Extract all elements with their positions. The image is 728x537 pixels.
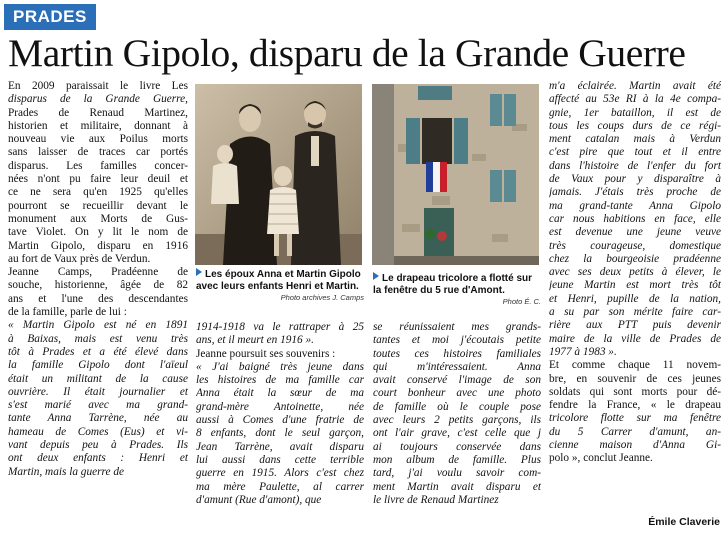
col1-line: Prades de Renaud Martinez,	[8, 106, 188, 119]
photo-caption-1	[196, 268, 364, 303]
section-kicker: PRADES	[4, 4, 96, 30]
col4-line: tous les coups durs de ce régi-	[549, 119, 721, 132]
col4-line: et Henri, pupille de la nation,	[549, 292, 721, 305]
col4-line: tricolore flotte sur ma fenêtre	[549, 412, 721, 425]
col4-line: a su par son mérite faire car-	[549, 306, 721, 319]
col4-line: maire de la ville de Prades de	[549, 332, 721, 345]
col2-line: ma mère Paulette, al carrer	[196, 480, 364, 493]
caption-bullet-icon	[373, 272, 379, 280]
col3-line: ont l'air grave, c'est celle que j	[373, 427, 541, 440]
col4-line: de Vaux pour y disparaître à	[549, 173, 721, 186]
caption-1-text: Les époux Anna et Martin Gipolo avec leurs enfants Henri et Martin.	[196, 269, 361, 292]
col2-line: Anna était la sœur de ma	[196, 387, 364, 400]
house-flag-photo	[372, 84, 539, 265]
col4-line: fendre la France, « le drapeau	[549, 399, 721, 412]
col1-line: était un militant de la cause	[8, 372, 188, 385]
col4-line: soldats qui sont morts pour dé-	[549, 385, 721, 398]
col3-line: le livre de Renaud Martinez	[373, 493, 499, 506]
col1-line: à Baixas, mais est venu très	[8, 332, 188, 345]
col2-line: Jeanne poursuit ses souvenirs :	[196, 347, 336, 360]
col1-line: souche, historienne, âgée de 82	[8, 279, 188, 292]
text-column-4	[549, 80, 721, 466]
col1-line: disparus de la Grande Guerre,	[8, 93, 188, 106]
photo-credit-2: Photo É. C.	[502, 297, 541, 306]
col4-line: gnie, 1er bataillon, il est de	[549, 106, 721, 119]
col4-line: jamais. J'étais très proche de	[549, 186, 721, 199]
col1-line: disparus. Les familles concer-	[8, 159, 188, 172]
col3-line: tard, j'ai voulu savoir com-	[373, 467, 541, 480]
col4-line: très courageuse, domestique	[549, 239, 721, 252]
col1-line: ans et l'une des descendantes	[8, 292, 188, 305]
col3-line: ai toujours conservée dans	[373, 440, 541, 453]
caption-2-text: Le drapeau tricolore a flotté sur la fenêtre du 5 rue d'Amont.	[373, 273, 533, 296]
col4-line: dans l'histoire de l'enfer du fort	[549, 159, 721, 172]
col2-line: grand-mère Antoinette, née	[196, 400, 364, 413]
col3-line: avait conservé l'image de son	[373, 374, 541, 387]
col4-line: m'a éclairée. Martin avait été	[549, 80, 721, 92]
col1-line: sans laisser de traces car portés	[8, 146, 188, 159]
col1-line: hameau de Comes (Eus) et vi-	[8, 425, 188, 438]
col4-line: ment catalan mais à Verdun	[549, 133, 721, 146]
col1-line: historien et militaire, donnant à	[8, 119, 188, 132]
col2-line: les histoires de ma famille car	[196, 374, 364, 387]
col1-line: tante Anna Tarrène, née au	[8, 412, 188, 425]
col3-line: tantes et moi j'écoutais petite	[373, 334, 541, 347]
col2-line: aussi à Comes d'une fratrie de	[196, 414, 364, 427]
col2-line: guerre en 1915. Alors c'est chez	[196, 467, 364, 480]
photo-credit-1: Photo archives J. Camps	[280, 293, 364, 302]
col4-line: cienne maison d'Anna Gi-	[549, 439, 721, 452]
col4-line: avec ses deux petits à élever, le	[549, 266, 721, 279]
col2-line: ans, et il meurt en 1916 ».	[196, 334, 314, 347]
col1-line: tôt à Prades et a été élevé dans	[8, 345, 188, 358]
col4-line: du 5 Carrer d'amunt, an-	[549, 425, 721, 438]
text-column-2	[196, 321, 364, 507]
col4-line: est devenue une jeune veuve	[549, 226, 721, 239]
col1-line: ont deux enfants : Henri et	[8, 452, 188, 465]
col4-line: affecté au 53e RI à la 4e compa-	[549, 93, 721, 106]
col1-line: nées n'ont pu faire leur deuil et	[8, 173, 188, 186]
col1-line: de la famille, parle de lui :	[8, 306, 127, 319]
col4-line: bre, en souvenir de ces jeunes	[549, 372, 721, 385]
col4-line: jeune Martin est mort très tôt	[549, 279, 721, 292]
col2-line: Jean Tarrène, avait disparu	[196, 440, 364, 453]
col1-line: pourront se recueillir devant le	[8, 199, 188, 212]
col4-line: Et comme chaque 11 novem-	[549, 359, 721, 372]
col3-line: qui m'intéressaient. Anna	[373, 360, 541, 373]
col1-line: En 2009 paraissait le livre Les	[8, 80, 188, 92]
col1-line: tave Violet. On y lit le nom de	[8, 226, 188, 239]
col3-line: ment Martin avait disparu et	[373, 480, 541, 493]
caption-bullet-icon	[196, 268, 202, 276]
col4-line: chez la bourgeoisie pradéenne	[549, 252, 721, 265]
col3-line: court bonheur avec une photo	[373, 387, 541, 400]
col4-line: car nous habitions en face, elle	[549, 212, 721, 225]
col1-line: Martin, mais la guerre de	[8, 465, 124, 478]
col4-line: ma grand-tante Anna Gipolo	[549, 199, 721, 212]
author-signature: Émile Claverie	[648, 516, 720, 528]
col1-line: nouveau vie aux Poilus morts	[8, 133, 188, 146]
col1-line: Jeanne Camps, Pradéenne de	[8, 266, 188, 279]
col1-line: la famille Gipolo dont l'aïeul	[8, 359, 188, 372]
family-portrait-photo	[195, 84, 362, 265]
col2-line: lui aussi dans cette terrible	[196, 453, 364, 466]
col3-line: avec leurs 2 petits garçons, ils	[373, 414, 541, 427]
col1-line: au fort de Vaux près de Verdun.	[8, 252, 151, 265]
col3-line: toutes ces histoires familiales	[373, 347, 541, 360]
col1-line: Martin Gipolo, disparu en 1916	[8, 239, 188, 252]
col1-line: ce ne sera qu'en 1925 qu'elles	[8, 186, 188, 199]
photo-caption-2	[373, 272, 541, 307]
col2-line: d'amunt (Rue d'amont), que	[196, 493, 322, 506]
col4-line: rière aux PTT puis devenir	[549, 319, 721, 332]
col4-line: 1977 à 1983 ».	[549, 345, 617, 358]
col1-line: vant depuis peu à Prades. Ils	[8, 439, 188, 452]
article-headline: Martin Gipolo, disparu de la Grande Guerre	[8, 31, 686, 75]
col2-line: « J'ai baigné très jeune dans	[196, 360, 364, 373]
col4-line: c'est pire que tout et il entre	[549, 146, 721, 159]
col4-line: polo », conclut Jeanne.	[549, 452, 653, 465]
col1-line: monument aux Morts de Gus-	[8, 212, 188, 225]
col2-line: 1914-1918 va le rattraper à 25	[196, 321, 364, 333]
col1-line: « Martin Gipolo est né en 1891	[8, 319, 188, 332]
col2-line: 8 enfants, dont le seul garçon,	[196, 427, 364, 440]
text-column-3	[373, 321, 541, 507]
text-column-1	[8, 80, 188, 479]
col3-line: mon album de famille. Plus	[373, 453, 541, 466]
col3-line: se réunissaient mes grands-	[373, 321, 541, 333]
col1-line: s'est marié avec ma grand-	[8, 399, 188, 412]
col1-line: ouvrière. Il était journalier et	[8, 385, 188, 398]
col3-line: de famille où le couple pose	[373, 400, 541, 413]
